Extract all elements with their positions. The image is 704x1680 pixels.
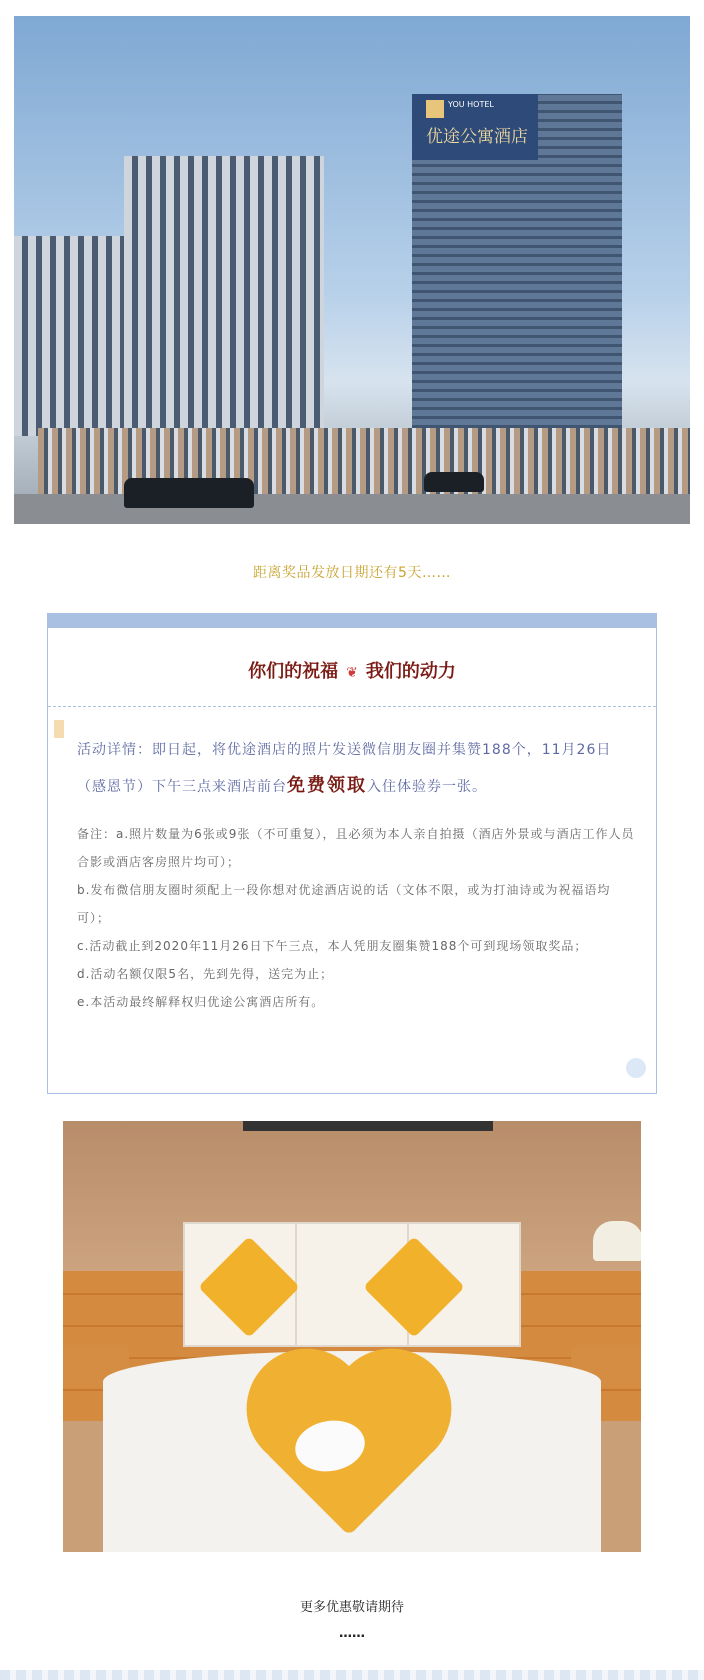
countdown-text: 距离奖品发放日期还有5天…… bbox=[253, 565, 451, 581]
detail-text: 活动详情：即日起，将优途酒店的照片发送微信朋友圈并集赞188个，11月26日（感恩节）下午三点来酒店前台 bbox=[77, 742, 612, 795]
more-offers-text: 更多优惠敬请期待 bbox=[299, 1600, 404, 1615]
wall-frame bbox=[243, 1121, 493, 1131]
activity-card bbox=[47, 613, 657, 1094]
car bbox=[124, 478, 254, 508]
road bbox=[14, 494, 690, 524]
decorative-dot bbox=[626, 1058, 646, 1078]
detail-free-highlight: 免费领取 bbox=[287, 775, 367, 796]
lamp-icon bbox=[593, 1221, 641, 1261]
detail-text-end: 入住体验券一张。 bbox=[367, 779, 487, 795]
note-item: b.发布微信朋友圈时须配上一段你想对优途酒店说的话（文体不限，或为打油诗或为祝福语均可）； bbox=[77, 883, 611, 925]
card-title-right: 我们的动力 bbox=[365, 661, 456, 682]
paragraph-marker bbox=[54, 720, 64, 738]
note-item: e.本活动最终解释权归优途公寓酒店所有。 bbox=[77, 995, 325, 1009]
ellipsis-text: …… bbox=[339, 1626, 365, 1641]
footer-border bbox=[0, 1670, 704, 1680]
activity-notes bbox=[77, 820, 637, 1016]
hotel-room-image bbox=[63, 1121, 641, 1552]
dashed-divider bbox=[48, 706, 656, 707]
note-item: c.活动截止到2020年11月26日下午三点，本人凭朋友圈集赞188个可到现场领取奖品； bbox=[77, 939, 588, 953]
car bbox=[424, 472, 484, 492]
rose-icon: ❦ bbox=[346, 665, 358, 681]
note-item: 备注：a.照片数量为6张或9张（不可重复），且必须为本人亲自拍摄（酒店外景或与酒店工作人员合影或酒店客房照片均可）； bbox=[77, 827, 635, 869]
hotel-exterior-image bbox=[14, 16, 690, 524]
hotel-logo-sub: YOU HOTEL bbox=[448, 100, 494, 109]
hotel-logo-icon bbox=[426, 100, 444, 118]
residential-tower bbox=[124, 156, 324, 436]
card-title-left: 你们的祝福 bbox=[248, 661, 339, 682]
activity-detail bbox=[77, 732, 637, 805]
hotel-logo-text: 优途公寓酒店 bbox=[426, 127, 528, 147]
note-item: d.活动名额仅限5名，先到先得，送完为止； bbox=[77, 967, 334, 981]
card-top-band bbox=[48, 614, 656, 628]
card-title bbox=[48, 657, 656, 683]
side-building bbox=[14, 236, 124, 436]
